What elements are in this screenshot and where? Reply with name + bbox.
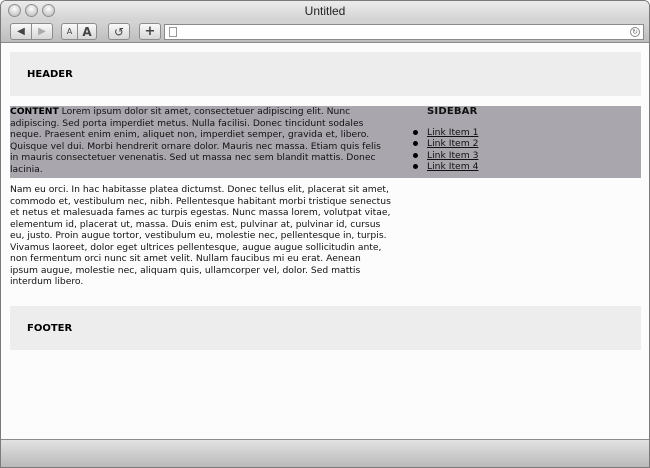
footer-label: FOOTER (27, 323, 73, 334)
content-intro-text: Lorem ipsum dolor sit amet, consectetuer adipiscing elit. Nunc adipiscing. Sed porta imperdiet metus. Nulla facilisi. Donec tincidunt sodales neque. Praesent enim enim, aliquet non, imperdiet semper, gravida et, libero. Quisque vel dui. Morbi hendrerit ornare dolor. Mauris nec massa. Etiam quis felis in mauris consectetuer venenatis. Sed ut massa nec sem blandit mattis. Donec lacinia. (10, 106, 381, 175)
sidebar-link-list (427, 127, 607, 173)
back-button[interactable] (10, 23, 32, 40)
plus-icon: + (144, 24, 156, 39)
page-footer (10, 306, 641, 350)
sidebar-label: SIDEBAR (427, 106, 478, 117)
status-bar (1, 439, 649, 468)
page-icon (169, 27, 177, 37)
content-intro-paragraph (10, 106, 391, 175)
text-smaller-button[interactable] (61, 23, 78, 40)
sidebar-list-item (427, 150, 607, 162)
go-icon[interactable]: ↻ (630, 27, 640, 37)
bullet-icon (413, 164, 418, 169)
page-viewport[interactable] (1, 44, 649, 439)
reload-button[interactable] (108, 23, 130, 40)
sidebar (427, 106, 607, 173)
add-bookmark-button[interactable] (139, 23, 161, 40)
text-bigger-button[interactable] (77, 23, 97, 40)
text-bigger-icon: A (82, 24, 92, 39)
toolbar (1, 21, 649, 43)
sidebar-list-item (427, 161, 607, 173)
sidebar-link-2[interactable]: Link Item 2 (427, 138, 479, 149)
content-column (10, 106, 391, 297)
sidebar-link-3[interactable]: Link Item 3 (427, 149, 479, 161)
bullet-icon (413, 130, 418, 135)
bullet-icon (413, 141, 418, 146)
bullet-icon (413, 153, 418, 158)
forward-button[interactable] (31, 23, 53, 40)
back-arrow-icon: ◀ (17, 26, 25, 37)
content-body-paragraph: Nam eu orci. In hac habitasse platea dictumst. Donec tellus elit, placerat sit amet, commodo et, vestibulum nec, nibh. Pellentesque habitant morbi tristique senectus et netus et malesuada fames ac turpis egestas. Nunc massa lorem, volutpat vitae, elementum id, placerat ut, massa. Duis enim est, pulvinar at, pulvinar id, cursus eu, justo. Proin augue tortor, vestibulum eu, molestie nec, pellentesque in, turpis. Vivamus laoreet, dolor eget ultrices pellentesque, augue augue sollicitudin ante, non fermentum orci nunc sit amet velit. Nullam faucibus mi eu erat. Aenean ipsum augue, molestie nec, aliquam quis, ullamcorper vel, dolor. Sed mattis interdum libero. (10, 184, 391, 287)
window-title: Untitled (304, 4, 346, 18)
sidebar-link-1[interactable]: Link Item 1 (427, 126, 479, 138)
header-label: HEADER (27, 69, 73, 80)
forward-arrow-icon: ▶ (38, 26, 46, 37)
sidebar-link-4[interactable]: Link Item 4 (427, 161, 479, 172)
text-smaller-icon: A (66, 27, 73, 36)
content-label: CONTENT (10, 106, 59, 117)
address-bar[interactable] (164, 24, 644, 40)
reload-icon: ↺ (113, 24, 125, 39)
sidebar-list-item (427, 127, 607, 139)
title-bar[interactable] (1, 1, 649, 21)
page-header (10, 52, 641, 96)
sidebar-list-item (427, 138, 607, 150)
